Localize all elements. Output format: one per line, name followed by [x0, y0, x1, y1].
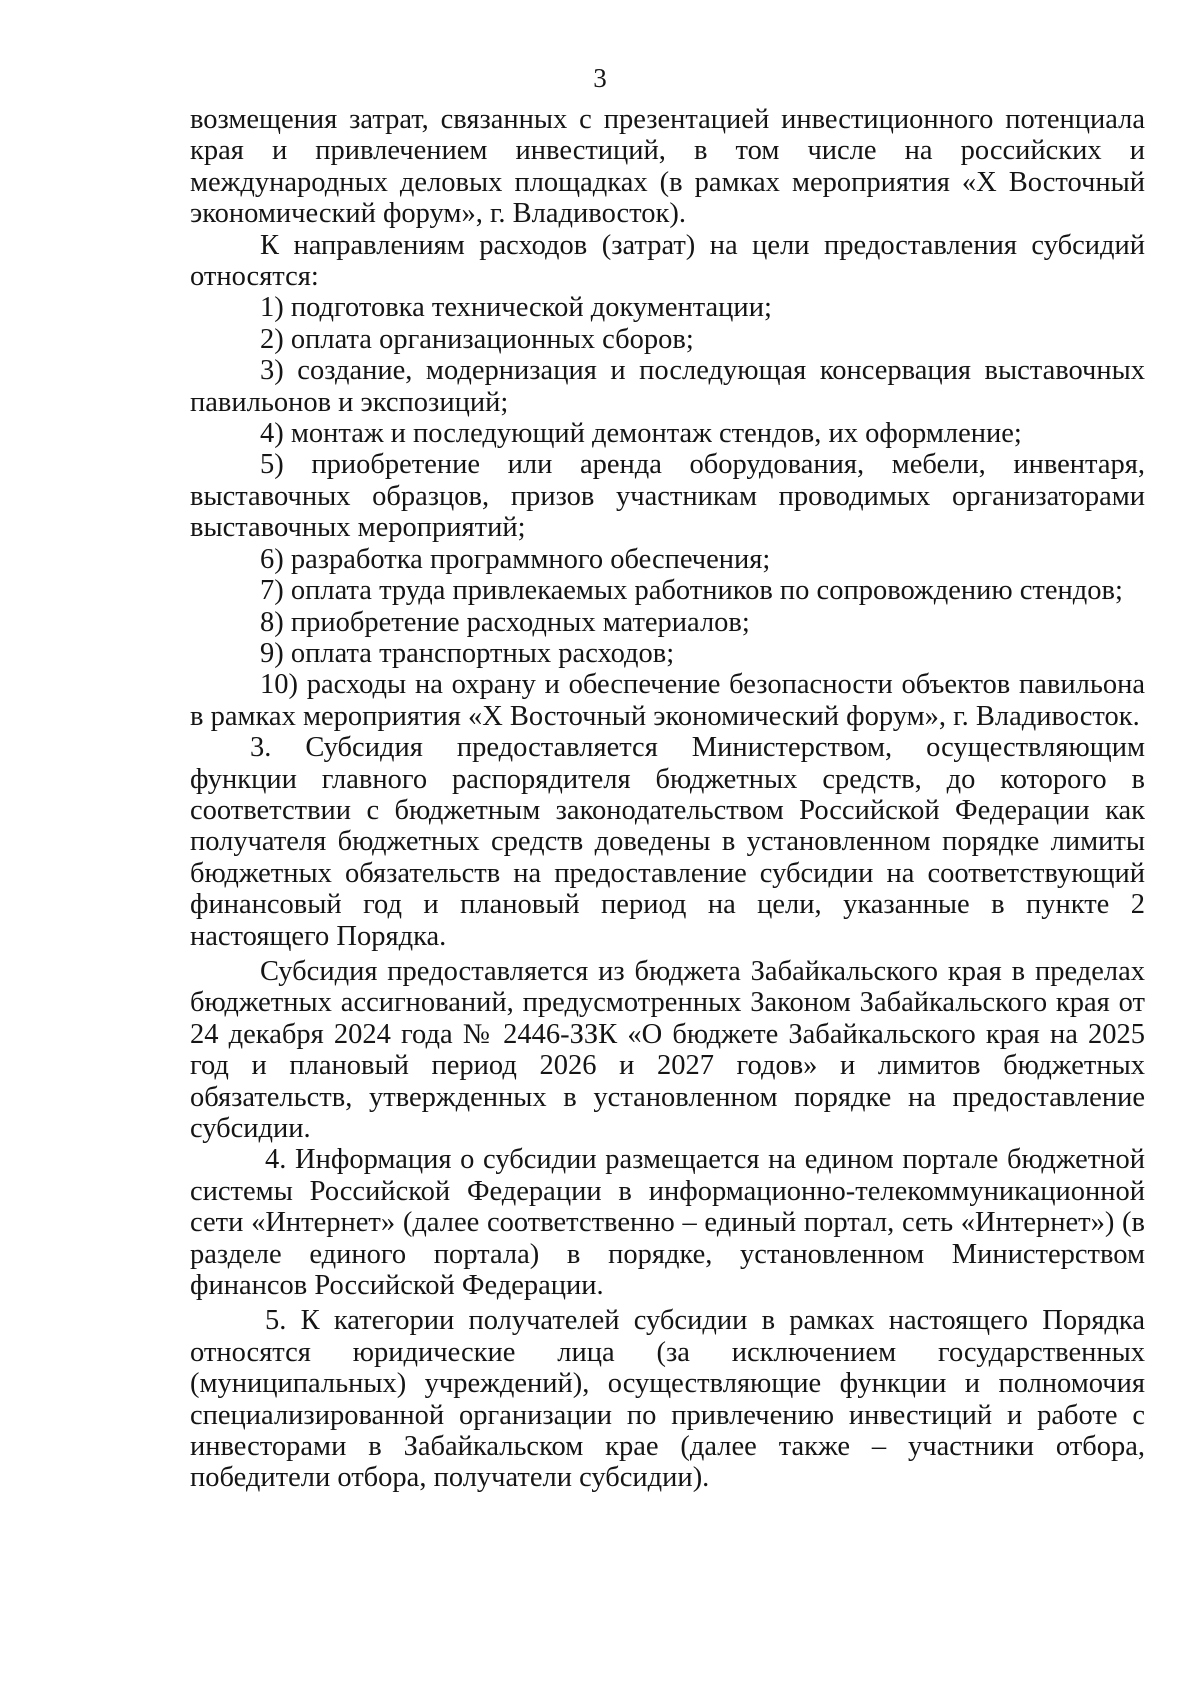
- list-item: 5) приобретение или аренда оборудования, мебели, инвентаря, выставочных образцов, призов участникам проводимых организаторами выставочных мероприятий;: [190, 449, 1145, 544]
- list-item: 9) оплата транспортных расходов;: [260, 637, 675, 669]
- section-3: 3. Субсидия предоставляется Министерством, осуществляющим функции главного распорядителя бюджетных средств, до которого в соответствии с бюджетным законодательством Российской Федерации как получателя бюджетных средств доведены в установленном порядке лимиты бюджетных обязательств на предоставление субсидии на соответствующий финансовый год и плановый период на цели, указанные в пункте 2 настоящего Порядка.: [190, 732, 1145, 952]
- list-item: 10) расходы на охрану и обеспечение безопасности объектов павильона в рамках мероприятия «Х Восточный экономический форум», г. Владивосток.: [190, 669, 1145, 732]
- list-item: 6) разработка программного обеспечения;: [260, 543, 771, 575]
- paragraph-expense-directions: К направлениям расходов (затрат) на цели предоставления субсидий относятся:: [190, 229, 1145, 293]
- section-5: 5. К категории получателей субсидии в рамках настоящего Порядка относятся юридические лица (за исключением государственных (муниципальных) учреждений), осуществляющие функции и полномочия специализированной организации по привлечению инвестиций и работе с инвесторами в Забайкальском крае (далее также – участники отбора, победители отбора, получатели субсидии).: [190, 1305, 1145, 1494]
- list-item: 1) подготовка технической документации;: [260, 292, 772, 324]
- page-number: 3: [593, 63, 607, 93]
- list-item: 8) приобретение расходных материалов;: [260, 606, 750, 638]
- list-item: 2) оплата организационных сборов;: [260, 323, 694, 355]
- list-item: 4) монтаж и последующий демонтаж стендов, их оформление;: [260, 418, 1022, 450]
- list-item: 7) оплата труда привлекаемых работников по сопровождению стендов;: [260, 575, 1123, 607]
- list-item: 3) создание, модернизация и последующая консервация выставочных павильонов и экспозиций;: [190, 355, 1145, 418]
- section-4: 4. Информация о субсидии размещается на едином портале бюджетной системы Российской Федерации в информационно-телекоммуникационной сети «Интернет» (далее соответственно – единый портал, сеть «Интернет») (в разделе единого портала) в порядке, установленном Министерством финансов Российской Федерации.: [190, 1144, 1145, 1302]
- paragraph-budget: Субсидия предоставляется из бюджета Забайкальского края в пределах бюджетных ассигнований, предусмотренных Законом Забайкальского края от 24 декабря 2024 года № 2446-ЗЗК «О бюджете Забайкальского края на 2025 год и плановый период 2026 и 2027 годов» и лимитов бюджетных обязательств, утвержденных в установленном порядке на предоставление субсидии.: [190, 955, 1145, 1144]
- document-body: [190, 104, 1145, 1494]
- paragraph-continuation: возмещения затрат, связанных с презентацией инвестиционного потенциала края и привлечением инвестиций, в том числе на российских и международных деловых площадках (в рамках мероприятия «Х Восточный экономический форум», г. Владивосток).: [190, 104, 1145, 230]
